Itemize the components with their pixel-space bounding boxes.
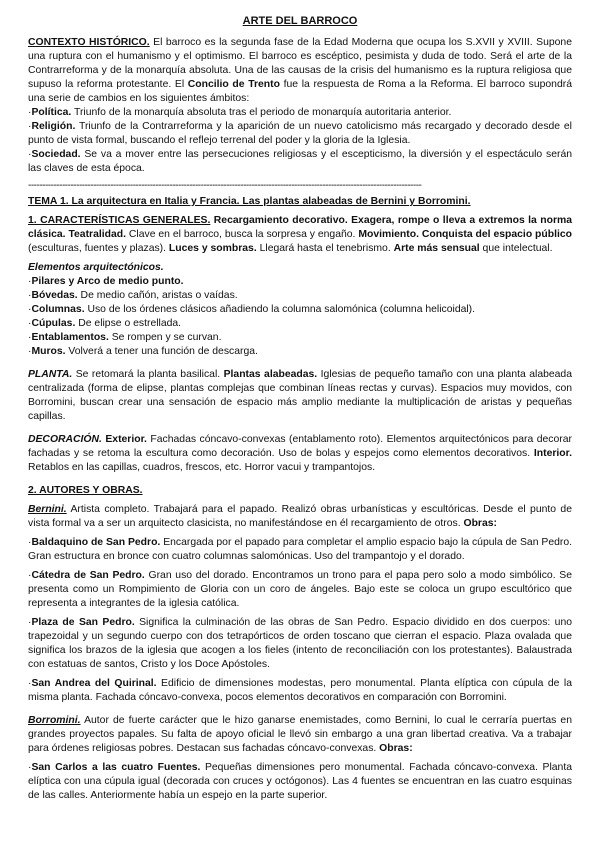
plaza-label: Plaza de San Pedro. [31, 617, 135, 628]
contexto-text-end: fue la respuesta de Roma a la Reforma. El barroco supondrá una serie de cambios en los siguientes ámbitos: [28, 79, 572, 104]
sociedad-label: Sociedad. [31, 149, 81, 160]
caracteristicas-paragraph [28, 214, 572, 256]
baldaquino-item [28, 536, 572, 564]
bullet-dash: · [28, 678, 32, 689]
decoracion-text-4: Retablos en las capillas, cuadros, frescos, etc. Horror vacui y trampantojos. [28, 462, 376, 473]
bullet-dash: · [28, 149, 32, 160]
elemento-label: Pilares y Arco de medio punto. [31, 276, 184, 287]
carlos-text: Pequeñas dimensiones pero monumental. Fachada cóncavo-convexa. Planta elíptica con una cúpula igual (decorada con cruces y octógonos). Las 4 fuentes se encuentran en las cuatro esquinas de las calles. Anteriormente había un espejo en la parte superior. [28, 762, 572, 801]
elemento-text: De elipse o estrellada. [75, 318, 182, 329]
tema-heading: TEMA 1. La arquitectura en Italia y Francia. Las plantas alabeadas de Bernini y Borromini. [28, 196, 471, 207]
politica-item [28, 106, 572, 120]
autores-heading: 2. AUTORES Y OBRAS. [28, 485, 143, 496]
caract-bold-5: Luces y sombras. [168, 243, 257, 254]
baldaquino-label: Baldaquino de San Pedro. [31, 537, 161, 548]
bernini-paragraph [28, 503, 572, 531]
carlos-item [28, 761, 572, 803]
carlos-label: San Carlos a las cuatro Fuentes. [31, 762, 201, 773]
bullet-dash: · [28, 121, 32, 132]
caract-text-6: Llegará hasta el tenebrismo. [256, 243, 394, 254]
elemento-item [28, 331, 572, 345]
bullet-dash: · [28, 332, 32, 343]
andrea-label: San Andrea del Quirinal. [31, 678, 157, 689]
planta-paragraph [28, 368, 572, 424]
bullet-dash: · [28, 570, 32, 581]
decoracion-paragraph [28, 433, 572, 475]
decoracion-label: DECORACIÓN. [28, 434, 102, 445]
planta-label: PLANTA. [28, 369, 73, 380]
elemento-text: Uso de los órdenes clásicos añadiendo la columna salomónica (columna helicoidal). [84, 304, 476, 315]
bullet-dash: · [28, 617, 32, 628]
elemento-item [28, 275, 572, 289]
elementos-heading: Elementos arquitectónicos. [28, 262, 164, 273]
sociedad-text: Se va a mover entre las persecuciones religiosas y el escepticismo, la diversión y el espectáculo serán las claves de esta época. [28, 149, 572, 174]
bullet-dash: · [28, 107, 32, 118]
andrea-item [28, 677, 572, 705]
document-title: ARTE DEL BARROCO [242, 15, 358, 27]
borromini-paragraph [28, 714, 572, 756]
bullet-dash: · [28, 346, 32, 357]
bernini-label: Bernini. [28, 504, 67, 515]
contexto-text: El barroco es la segunda fase de la Edad Moderna que ocupa los S.XVII y XVIII. Supone una ruptura con el humanismo y el optimismo. El barroco es escéptico, pesimista y duda de todo. Será el arte de la Contrarreforma y de la monarquía absoluta. Una de las causas de la crisis del humanismo es la ruptura religiosa que supuso la reforma protestante. El [28, 37, 572, 90]
caract-text-4: (esculturas, fuentes y plazas). [28, 243, 169, 254]
bernini-text: Artista completo. Trabajará para el papado. Realizó obras urbanísticas y escultóricas. Desde el punto de vista formal va a ser un arquitecto clasicista, no manifestándose en él recargamiento de otros. [28, 504, 572, 529]
caracteristicas-heading: 1. CARACTERÍSTICAS GENERALES. [28, 215, 211, 226]
plaza-text: Significa la culminación de las obras de San Pedro. Espacio dividido en dos cuerpos: uno trapezoidal y un segundo cuerpo con dos tetrapórticos de orden toscano que cierran el espacio. Plaza ovalada que significa los brazos de la iglesia que acogen a los fieles (intento de reconciliación con los protestantes). Balaustrada con estatuas de santos, Cristo y los Doce Apóstoles. [28, 617, 572, 670]
plaza-item [28, 616, 572, 672]
religion-label: Religión. [31, 121, 76, 132]
planta-text-3: Iglesias de pequeño tamaño con una planta alabeada centralizada (forma de elipse, plantas complejas que combinan líneas rectas y curvas). Espacios muy movidos, con Borromini, buscan crear una sensación de espacio más amplio mediante la multiplicación de aristas y pequeñas capillas. [28, 369, 572, 422]
elemento-item [28, 317, 572, 331]
politica-text: Triunfo de la monarquía absoluta tras el periodo de monarquía autoritaria anterior. [71, 107, 452, 118]
bullet-dash: · [28, 318, 32, 329]
baldaquino-text: Encargada por el papado para completar el amplio espacio bajo la cúpula de San Pedro. Gran estructura en bronce con cuatro columnas salomónicas. Uso del trampantojo y el dorado. [28, 537, 573, 562]
decoracion-bold-3: Interior. [533, 448, 572, 459]
andrea-text: Edificio de dimensiones modestas, pero monumental. Planta elíptica con cúpula de la misma planta. Fachada cóncavo-convexa, pocos elementos decorativos en comparación con Borromini. [28, 678, 572, 703]
elemento-label: Muros. [31, 346, 66, 357]
contexto-paragraph [28, 36, 572, 106]
bullet-dash: · [28, 304, 32, 315]
planta-text-1: Se retomará la planta basilical. [72, 369, 224, 380]
catedra-label: Cátedra de San Pedro. [31, 570, 145, 581]
concilio-text: Concilio de Trento [187, 79, 280, 90]
bullet-dash: · [28, 290, 32, 301]
decoracion-text-2: Fachadas cóncavo-convexas (entablamento roto). Elementos arquitectónicos para decorar fachadas y se retoma la escultura como decoración. Uso de bolas y espejos como elementos decorativos. [28, 434, 572, 459]
elemento-item [28, 345, 572, 359]
caract-text-8: que intelectual. [479, 243, 553, 254]
caract-text-2: Clave en el barroco, busca la sorpresa y engaño. [126, 229, 359, 240]
caract-bold-3: Movimiento. Conquista del espacio público [358, 229, 573, 240]
religion-text: Triunfo de la Contrarreforma y la aparición de un nuevo catolicismo más recargado y decorado desde el punto de vista formal, buscando el reflejo terrenal del poder y la gloria de la Iglesia. [28, 121, 572, 146]
bullet-dash: · [28, 537, 32, 548]
politica-label: Política. [31, 107, 72, 118]
obras-label: Obras: [379, 743, 413, 754]
elemento-label: Entablamentos. [31, 332, 109, 343]
religion-item [28, 120, 572, 148]
decoracion-bold-1: Exterior. [101, 434, 147, 445]
elemento-label: Bóvedas. [31, 290, 78, 301]
catedra-item [28, 569, 572, 611]
obras-label: Obras: [463, 518, 497, 529]
caract-bold-7: Arte más sensual [393, 243, 480, 254]
borromini-label: Borromini. [28, 715, 81, 726]
borromini-text: Autor de fuerte carácter que le hizo ganarse enemistades, como Bernini, lo cual le cerraría puertas en grandes proyectos papales. Su falta de apoyo oficial le llevó sin embargo a una gran libertad creativa. Va a trabajar para órdenes religiosas pobres. Destacan sus fachadas cóncavo-convexas. [28, 715, 572, 754]
elemento-label: Cúpulas. [31, 318, 76, 329]
dashed-divider: ------------------------------------------------------------------------------------------------------------------------------------------- [28, 180, 422, 191]
elemento-item [28, 303, 572, 317]
planta-bold-2: Plantas alabeadas. [223, 369, 318, 380]
catedra-text: Gran uso del dorado. Encontramos un trono para el papa pero solo a modo simbólico. Se presenta como un Rompimiento de Gloria con un coro de ángeles. Bajo este se coloca un grupo escultórico que representa a integrantes de la iglesia católica. [28, 570, 573, 609]
elemento-text: Se rompen y se curvan. [108, 332, 222, 343]
bullet-dash: · [28, 762, 32, 773]
caract-bold-1: Recargamiento decorativo. Exagera, rompe o lleva a extremos la norma clásica. Teatralidad. [28, 215, 573, 240]
contexto-heading: CONTEXTO HISTÓRICO. [28, 37, 150, 48]
elemento-text: De medio cañón, aristas o vaídas. [77, 290, 238, 301]
elemento-text: Volverá a tener una función de descarga. [65, 346, 258, 357]
elemento-label: Columnas. [31, 304, 85, 315]
elemento-item [28, 289, 572, 303]
bullet-dash: · [28, 276, 32, 287]
sociedad-item [28, 148, 572, 176]
